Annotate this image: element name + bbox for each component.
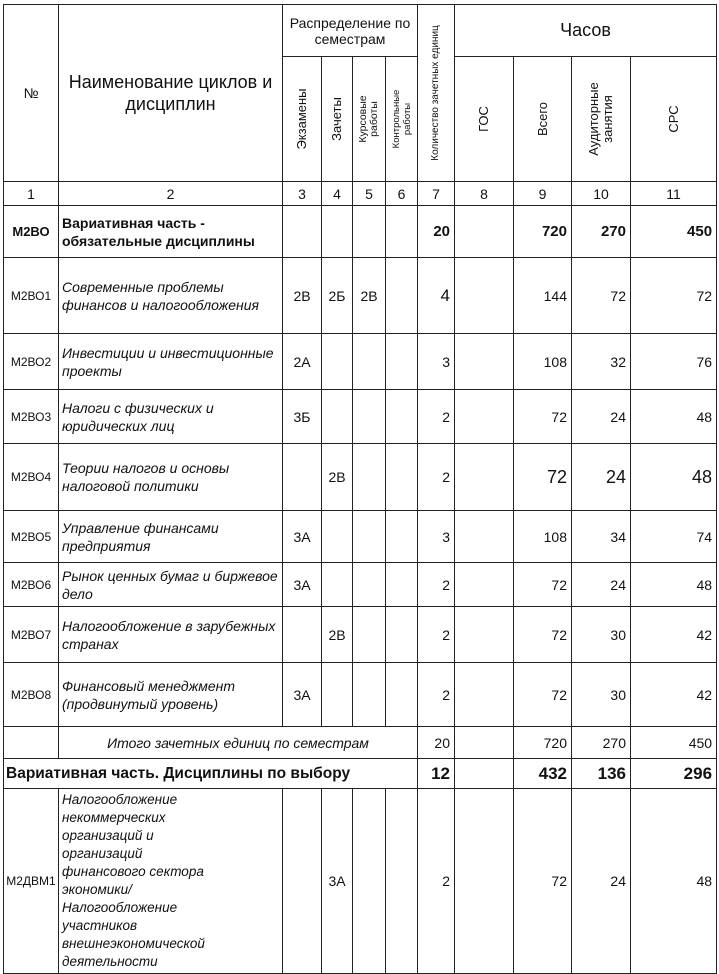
header-auditorium: Аудиторные занятия	[572, 57, 631, 182]
row-total: 72	[514, 563, 572, 607]
subtotal-total: 720	[514, 727, 572, 759]
row-name: Теории налогов и основы налоговой политики	[59, 444, 283, 511]
elective-name: Налогообложение некоммерческих организаций и организаций финансового сектора экономики/Налогообложение участников внешнеэкономической деятельности	[59, 789, 283, 974]
row-aud: 24	[572, 390, 631, 444]
row-control	[386, 258, 418, 334]
col-number: 7	[418, 182, 455, 206]
row-code: М2ВО5	[4, 511, 59, 563]
row-name: Налоги с физических и юридических лиц	[59, 390, 283, 444]
elective-gos	[455, 789, 514, 974]
row-code: М2ВО8	[4, 663, 59, 727]
elective-control	[386, 789, 418, 974]
row-course	[353, 390, 386, 444]
section-elective-row	[4, 759, 717, 789]
elective-exam	[283, 789, 322, 974]
subtotal-row	[4, 727, 717, 759]
subtotal-srs: 450	[631, 727, 717, 759]
row-units: 2	[418, 390, 455, 444]
row-srs: 42	[631, 663, 717, 727]
row-exam: 2В	[283, 258, 322, 334]
row-exam: 3Б	[283, 390, 322, 444]
row-control	[386, 563, 418, 607]
row-course	[353, 334, 386, 390]
row-name: Финансовый менеджмент (продвинутый уровень)	[59, 663, 283, 727]
row-course	[353, 607, 386, 663]
row-srs: 48	[631, 444, 717, 511]
table-row	[4, 563, 717, 607]
header-course-works: Курсовые работы	[353, 57, 386, 182]
row-units: 2	[418, 563, 455, 607]
row-exam: 2А	[283, 334, 322, 390]
row-aud: 24	[572, 563, 631, 607]
row-total: 108	[514, 334, 572, 390]
row-code: М2ВО2	[4, 334, 59, 390]
row-test	[322, 563, 353, 607]
row-gos	[455, 334, 514, 390]
col-number: 8	[455, 182, 514, 206]
section-total: 720	[514, 206, 572, 258]
row-aud: 72	[572, 258, 631, 334]
row-test	[322, 390, 353, 444]
table-row	[4, 607, 717, 663]
section-aud: 270	[572, 206, 631, 258]
row-test	[322, 334, 353, 390]
curriculum-table	[3, 4, 717, 974]
row-aud: 24	[572, 444, 631, 511]
header-credit-units: Количество зачетных единиц	[418, 5, 455, 182]
row-units: 4	[418, 258, 455, 334]
row-name: Управление финансами предприятия	[59, 511, 283, 563]
row-name: Современные проблемы финансов и налогообложения	[59, 258, 283, 334]
elective-aud: 24	[572, 789, 631, 974]
row-test: 2В	[322, 444, 353, 511]
row-srs: 72	[631, 258, 717, 334]
row-units: 2	[418, 607, 455, 663]
row-gos	[455, 511, 514, 563]
row-total: 108	[514, 511, 572, 563]
row-total: 72	[514, 663, 572, 727]
row-total: 72	[514, 444, 572, 511]
col-number: 3	[283, 182, 322, 206]
table-row	[4, 663, 717, 727]
row-aud: 32	[572, 334, 631, 390]
section-elective-name: Вариативная часть. Дисциплины по выбору	[4, 759, 418, 789]
subtotal-aud: 270	[572, 727, 631, 759]
row-control	[386, 511, 418, 563]
elective-course	[353, 789, 386, 974]
elective-units: 2	[418, 789, 455, 974]
col-number: 4	[322, 182, 353, 206]
row-units: 2	[418, 663, 455, 727]
table-row	[4, 444, 717, 511]
row-control	[386, 607, 418, 663]
row-gos	[455, 563, 514, 607]
header-hours: Часов	[455, 5, 717, 57]
row-code: М2ВО4	[4, 444, 59, 511]
col-number: 5	[353, 182, 386, 206]
elective-total: 72	[514, 789, 572, 974]
col-number: 1	[4, 182, 59, 206]
col-number: 2	[59, 182, 283, 206]
section-elective-total: 432	[514, 759, 572, 789]
row-srs: 42	[631, 607, 717, 663]
header-control-works: Контрольные работы	[386, 57, 418, 182]
row-exam: 3А	[283, 563, 322, 607]
section-elective-srs: 296	[631, 759, 717, 789]
row-code: М2ВО3	[4, 390, 59, 444]
row-test	[322, 663, 353, 727]
table-row	[4, 390, 717, 444]
header-semester-distribution: Распределение по семестрам	[283, 5, 418, 57]
col-number: 10	[572, 182, 631, 206]
row-gos	[455, 607, 514, 663]
row-control	[386, 663, 418, 727]
row-srs: 48	[631, 390, 717, 444]
row-aud: 30	[572, 663, 631, 727]
row-course	[353, 511, 386, 563]
table-row	[4, 334, 717, 390]
row-total: 144	[514, 258, 572, 334]
table-row	[4, 511, 717, 563]
col-number: 6	[386, 182, 418, 206]
row-units: 2	[418, 444, 455, 511]
row-exam	[283, 607, 322, 663]
section-mandatory-row	[4, 206, 717, 258]
row-units: 3	[418, 334, 455, 390]
elective-test: 3А	[322, 789, 353, 974]
section-elective-units: 12	[418, 759, 455, 789]
row-test	[322, 511, 353, 563]
row-srs: 48	[631, 563, 717, 607]
row-control	[386, 390, 418, 444]
section-elective-aud: 136	[572, 759, 631, 789]
row-code: М2ВО6	[4, 563, 59, 607]
row-exam: 3А	[283, 511, 322, 563]
row-gos	[455, 444, 514, 511]
row-test: 2Б	[322, 258, 353, 334]
row-aud: 34	[572, 511, 631, 563]
row-exam	[283, 444, 322, 511]
row-code: М2ВО7	[4, 607, 59, 663]
elective-code: М2ДВМ1	[4, 789, 59, 974]
row-test: 2В	[322, 607, 353, 663]
row-course: 2В	[353, 258, 386, 334]
row-name: Инвестиции и инвестиционные проекты	[59, 334, 283, 390]
row-control	[386, 444, 418, 511]
header-number: №	[4, 5, 59, 182]
section-srs: 450	[631, 206, 717, 258]
subtotal-label: Итого зачетных единиц по семестрам	[59, 727, 418, 759]
header-tests: Зачеты	[322, 57, 353, 182]
column-numbers-row	[4, 182, 717, 206]
row-units: 3	[418, 511, 455, 563]
row-course	[353, 444, 386, 511]
row-gos	[455, 258, 514, 334]
row-course	[353, 563, 386, 607]
row-gos	[455, 663, 514, 727]
row-gos	[455, 390, 514, 444]
row-total: 72	[514, 607, 572, 663]
header-total: Всего	[514, 57, 572, 182]
header-gos: ГОС	[455, 57, 514, 182]
elective-srs: 48	[631, 789, 717, 974]
row-aud: 30	[572, 607, 631, 663]
row-srs: 74	[631, 511, 717, 563]
row-name: Рынок ценных бумаг и биржевое дело	[59, 563, 283, 607]
elective-row	[4, 789, 717, 974]
row-srs: 76	[631, 334, 717, 390]
header-srs: СРС	[631, 57, 717, 182]
section-code: М2ВО	[4, 206, 59, 258]
col-number: 9	[514, 182, 572, 206]
table-row	[4, 258, 717, 334]
row-exam: 3А	[283, 663, 322, 727]
row-course	[353, 663, 386, 727]
section-name: Вариативная часть - обязательные дисциплины	[59, 206, 283, 258]
row-name: Налогообложение в зарубежных странах	[59, 607, 283, 663]
col-number: 11	[631, 182, 717, 206]
section-units: 20	[418, 206, 455, 258]
header-discipline-name: Наименование циклов и дисциплин	[59, 5, 283, 182]
row-total: 72	[514, 390, 572, 444]
row-code: М2ВО1	[4, 258, 59, 334]
subtotal-units: 20	[418, 727, 455, 759]
header-exams: Экзамены	[283, 57, 322, 182]
row-control	[386, 334, 418, 390]
